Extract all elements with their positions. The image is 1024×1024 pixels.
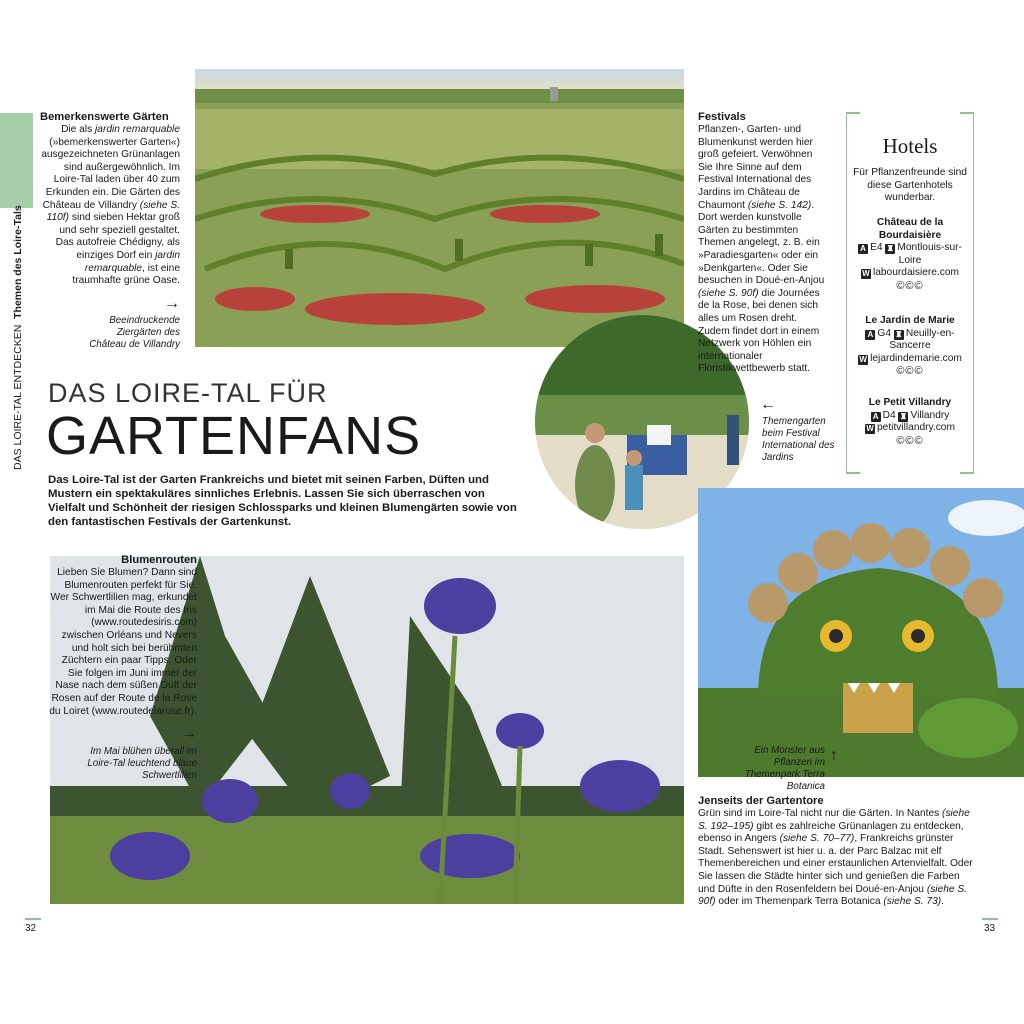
web-icon: W xyxy=(862,269,870,279)
gaerten-em: jardin remarquable xyxy=(95,124,180,135)
caption-iris: Im Mai blühen überall im Loire-Tal leuchtend blaue Schwertlilien xyxy=(87,746,197,781)
festivals-ref: (siehe S. 142) xyxy=(747,199,812,211)
gaerten-text: (»bemerkenswerter Garten«) ausgezeichneten Grünanlagen sind außergewöhnlich. Im Loire-Tal laden über 40 zum Erkunden ein. Die Gärten des Château de Villandry xyxy=(41,136,180,211)
hotel-grid: G4 xyxy=(877,327,892,339)
gartentore-heading: Jenseits der Gartentore xyxy=(698,795,824,807)
blumenrouten-text: Lieben Sie Blumen? Dann sind Blumenrouten perfekt für Sie. Wer Schwertlilien mag, erkundet im Mai die Route des Iris (www.routedesiris.com) zwischen Orléans und Nevers und holt sich bei berühmten Züchtern ein paar Tipps. Oder Sie folgen im Juni immer der Nase nach dem süßen Duft der Rosen auf der Route de la Rose du Loiret (www.routedelarose.fr). xyxy=(49,567,197,717)
gartentore-text: , Frankreichs grünster Stadt. Sehenswert ist hier u. a. der Parc Balzac mit elf Themenbereichen und einer erstaunlichen Artenvielfalt. Oder Sie lassen die Städte hinter sich und genießen die Farben und Düfte in den Rosenfeldern bei Doué-en-Anjou xyxy=(698,833,973,895)
price-category: ©©© xyxy=(896,279,924,292)
intro-text: Das Loire-Tal ist der Garten Frankreichs und bietet mit seinen Farben, Düften und Mustern ein spektakuläres sinnliches Erlebnis. Lassen Sie sich überraschen von Vielfalt und Schönheit der riesigen Schlossparks und kleinen Blumengärten sowie von den fantastischen Festivals der Gartenkunst. xyxy=(48,474,517,528)
page-number-rule xyxy=(25,918,41,920)
hotel-web[interactable]: petitvillandry.com xyxy=(877,422,955,434)
price-category: ©©© xyxy=(896,365,924,378)
festivals-section xyxy=(698,110,828,376)
gaerten-ref: (siehe S. 110f) xyxy=(46,199,180,224)
section-tab xyxy=(0,113,33,208)
place-icon: ♜ xyxy=(899,411,908,421)
gartentore-text: oder im Themenpark Terra Botanica xyxy=(715,896,884,908)
gartentore-ref: (siehe S. 192–195) xyxy=(698,808,970,832)
festivals-text: die Journées de la Rose, bei denen sich alles um Rosen dreht. Zudem findet dort in einem Netzwerk von Höhlen ein internationaler Floristikwettbewerb statt. xyxy=(698,287,820,375)
hotels-title: Hotels xyxy=(882,134,938,158)
caption-themengarten: Themengarten beim Festival International des Jardins xyxy=(762,416,835,463)
blumenrouten-section xyxy=(48,553,197,718)
gaerten-text: , ist eine traumhafte grüne Oase. xyxy=(72,262,180,287)
page-number-rule xyxy=(982,918,998,920)
running-topic: Themen des Loire-Tals xyxy=(12,205,24,319)
festivals-heading: Festivals xyxy=(698,111,746,123)
headline-kicker: DAS LOIRE-TAL FÜR xyxy=(48,378,328,408)
festivals-text: Pflanzen-, Garten- und Blumenkunst werden hier groß gefeiert. Verwöhnen Sie Ihre Sinne auf dem Festival International des Jardins im Château de Chaumont xyxy=(698,124,813,211)
hotel-grid: D4 xyxy=(882,409,896,421)
price-category: ©©© xyxy=(896,434,924,447)
gartentore-ref: (siehe S. 70–77) xyxy=(779,833,855,845)
caption-monster: Ein Monster aus Pflanzen im Themenpark Terra Botanica xyxy=(744,745,825,792)
hotel-name: Le Jardin de Marie xyxy=(865,315,955,326)
gartentore-ref: (siehe S. 73) xyxy=(883,896,942,908)
running-section: DAS LOIRE-TAL ENTDECKEN xyxy=(12,324,24,470)
hotel-town: Villandry xyxy=(910,409,950,421)
place-icon: ♜ xyxy=(895,329,903,339)
caption-villandry: Beeindruckende Ziergärten des Château de Villandry xyxy=(89,315,180,350)
running-header xyxy=(12,205,24,470)
hotel-town: Montlouis-sur-Loire xyxy=(897,242,962,266)
place-icon: ♜ xyxy=(886,244,894,254)
map-grid-icon: A xyxy=(865,330,875,340)
hotel-item xyxy=(850,217,970,294)
arrow-right-icon: → xyxy=(181,725,197,742)
arrow-left-icon: ← xyxy=(760,396,776,413)
gaerten-heading: Bemerkenswerte Gärten xyxy=(40,111,169,123)
gartentore-section xyxy=(698,794,978,909)
page-number-right: 33 xyxy=(984,923,996,934)
festivals-text: . Dort werden kunstvolle Gärten zu bestimmten Themen angelegt, z. B. ein »Paradiesgarten« oder ein »Denkgarten«. Oder Sie besuchen in Doué-en-Anjou xyxy=(698,199,825,287)
map-grid-icon: A xyxy=(871,412,881,422)
hotel-town: Neuilly-en-Sancerre xyxy=(889,327,955,352)
web-icon: W xyxy=(859,354,867,364)
arrow-right-icon: → xyxy=(164,295,180,312)
gaerten-text: Die als xyxy=(61,124,96,135)
hotels-box xyxy=(846,112,974,474)
hotel-item xyxy=(850,397,970,448)
blumenrouten-heading: Blumenrouten xyxy=(121,554,197,566)
villandry-garden-photo xyxy=(195,69,684,347)
hotels-subtitle: Für Pflanzenfreunde sind diese Gartenhotels wunderbar. xyxy=(853,167,967,204)
hotel-grid: E4 xyxy=(870,242,883,254)
gaerten-text: sind sieben Hektar groß und sehr speziell gestaltet. Das autofreie Chédigny, als einziges Dorf ein xyxy=(55,212,180,261)
hotel-web[interactable]: lejardindemarie.com xyxy=(870,352,962,364)
arrow-up-icon: ↑ xyxy=(830,747,838,764)
map-grid-icon: A xyxy=(858,244,868,254)
hotel-item xyxy=(850,315,970,379)
gaerten-em: jardin remarquable xyxy=(84,249,180,274)
gartentore-ref: (siehe S. 90f) xyxy=(698,883,968,908)
hotel-web[interactable]: labourdaisiere.com xyxy=(872,267,960,279)
hotel-name: Château de la Bourdaisière xyxy=(876,217,944,241)
page-title: GARTENFANS xyxy=(46,406,422,466)
hotel-name: Le Petit Villandry xyxy=(868,397,952,408)
gartentore-text: . xyxy=(941,896,944,908)
monster-photo xyxy=(698,488,1024,777)
gartentore-text: Grün sind im Loire-Tal nicht nur die Gärten. In Nantes xyxy=(698,808,943,819)
page-number-left: 32 xyxy=(25,923,37,934)
web-icon: W xyxy=(866,424,874,434)
gaerten-section xyxy=(40,110,180,288)
festivals-ref: (siehe S. 90f) xyxy=(698,287,759,299)
gartentore-text: gibt es zahlreiche Grünanlagen zu entdecken, ebenso in Angers xyxy=(698,820,964,845)
